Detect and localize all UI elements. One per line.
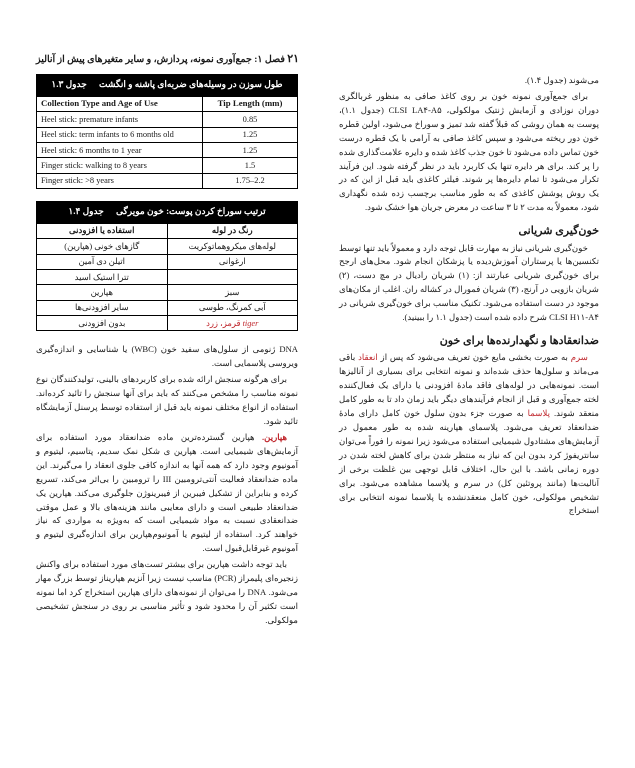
cell-tip-length: 0.85	[203, 112, 298, 127]
cell-additive: گازهای خونی (هپارین)	[37, 239, 168, 254]
page-number: ۲۱	[287, 53, 300, 65]
right-para-3-a: به صورت بخشی مایع خون تعریف می‌شود که پس از	[377, 352, 571, 363]
heparin-heading: هپارین.	[262, 431, 288, 442]
table-1-4-caption	[36, 201, 298, 223]
cell-collection-type: Heel stick: term infants to 6 months old	[37, 127, 203, 142]
cell-tube-color: لوله‌های میکروهماتوکریت	[167, 239, 298, 254]
col-header-tip-length: Tip Length (mm)	[203, 96, 298, 112]
cell-collection-type: Finger stick: walking to 8 years	[37, 158, 203, 173]
cell-tube-color	[167, 316, 298, 331]
cell-collection-type: Heel stick: 6 months to 1 year	[37, 143, 203, 158]
left-para-4: باید توجه داشت هپارین برای بیشتر تست‌های مورد استفاده برای واکنش زنجیره‌ای پلیمراز (PCR) مناسب نیست زیرا آنزیم هپاریناز توسط بزرگ مهار می‌شود. DNA را می‌توان از نمونه‌های دارای هپارین استخراج کرد اما نمونه است تکثیر آن را محدود شود و تأثیر مناسبی بر روی در سنجش تشخیصی مولکولی.	[36, 559, 299, 625]
cell-collection-type: Heel stick: premature infants	[37, 112, 203, 127]
table-1-4-caption-number: جدول ۱.۴	[68, 206, 104, 217]
tiger-watermark: tiger	[242, 318, 259, 328]
table-row	[37, 270, 298, 285]
right-para-3	[339, 351, 599, 518]
left-para-1: DNA ژنومی از سلول‌های سفید خون (WBC) یا شناسایی و اندازه‌گیری ویروسی پلاسمایی است.	[36, 344, 299, 369]
col-header-collection-type: Collection Type and Age of Use	[37, 96, 203, 112]
table-1-3	[36, 74, 298, 189]
table-row	[37, 300, 298, 315]
cell-tip-length: 1.75–2.2	[203, 173, 298, 188]
table-row	[37, 254, 298, 269]
serum-term: سرم	[570, 352, 588, 363]
cell-tip-length: 1.25	[203, 127, 298, 142]
table-1-4-caption-text: ترتیب سوراخ کردن پوست: خون مویرگی	[116, 206, 266, 217]
table-1-4-grid	[36, 223, 298, 332]
col-header-additive: استفاده یا افزودنی	[37, 223, 168, 239]
table-1-3-caption-text: طول سوزن در وسیله‌های ضربه‌ای پاشنه و انگشت	[99, 79, 283, 89]
col-header-tube-color: رنگ در لوله	[167, 223, 298, 239]
cell-additive: تترا استیک اسید	[37, 270, 168, 285]
table-1-4	[36, 201, 298, 331]
table-header-row	[37, 223, 298, 239]
cell-additive: سایر افزودنی‌ها	[37, 300, 168, 315]
section-heading-anticoagulants: ضدانعقادها و نگهدارنده‌ها برای خون	[439, 335, 599, 348]
cell-additive: اتیلن دی آمین	[37, 254, 168, 269]
cell-additive: بدون افزودنی	[37, 316, 168, 331]
table-row	[37, 127, 298, 142]
plasma-term: پلاسما	[527, 408, 550, 419]
table-1-3-caption	[36, 74, 298, 96]
left-para-2: برای هرگونه سنجش ارائه شده برای کاربردهای بالینی، تولیدکنندگان نوع نمونه مناسب را مشخص می‌کنند که باید برای آنها سنجش را تائید کرده‌اند. استفاده از انواع مختلف نمونه باید قبل از استفاده توسط پرسنل آزمایشگاه تائید شود.	[36, 374, 298, 427]
right-para-2: خون‌گیری شریانی نیاز به مهارت قابل توجه دارد و معمولاً باید تنها توسط تکنسین‌ها یا پرستاران آموزش‌دیده یا پزشکان انجام شود. محل‌های ارجح برای خون‌گیری شریانی عبارتند از: (۱) شریان رادیال در مچ دست، (۲) شریان بازویی در آرنج، (۳) شریان فمورال در کشاله ران. اغلب از مکان‌های موجود در دست استفاده می‌شود. تکنیک مناسب برای خون‌گیری شریانی در CLSI H۱۱-A۴ شرح داده شده است (جدول ۱.۱ را ببینید).	[339, 242, 600, 323]
table-row	[37, 112, 298, 127]
coagulation-term: انعقاد	[358, 352, 378, 363]
table-row	[37, 316, 298, 331]
right-para-0: می‌شوند (جدول ۱.۴).	[524, 75, 599, 85]
chapter-title: فصل ۱: جمع‌آوری نمونه، پردازش، و سایر متغیرهای پیش از آنالیز	[36, 55, 285, 65]
cell-tube-color: آبی کمرنگ، طوسی	[167, 300, 298, 315]
table-1-3-grid	[36, 96, 298, 190]
right-para-3-c: به صورت جزء بدون سلول خون کامل دارای مادۀ ضدانعقاد تعریف می‌شود. پلاسمای هپارینه شده به طور معمول در آزمایش‌های مشتادول شیمیایی استفاده می‌شود زیرا نمونه را فوراً می‌توان سانتریفوژ کرد بدون این که نیاز به منتظر شدن برای کاهش لخته شدن در دوره زمانی باشد. با این حال، اختلاف قابل توجهی بین غلظت برخی از آنالیت‌ها (مانند پروتئین کل) در سرم و پلاسما مشاهده می‌شود. برای تشخیص مولکولی، خون کامل منعقدنشده یا پلاسما نمونه انتخابی برای استخراج	[339, 408, 599, 516]
right-para-3-b: باقی می‌ماند و سلول‌ها حذف شده‌اند و نمونه انتخابی برای بسیاری از آنالیزها است. نمونه‌هایی در لوله‌های فاقد مادۀ افزودنی یا دارای یک فعال‌کننده لخته جمع‌آوری و قبل از انجام فرآیندهای دیگر باید زمان داد تا به طور کامل منعقد شوند.	[339, 352, 599, 419]
cell-tube-color: سبز	[167, 285, 298, 300]
table-row	[37, 158, 298, 173]
table-row	[37, 285, 298, 300]
cell-collection-type: Finger stick: >8 years	[37, 173, 203, 188]
section-heading-arterial: خون‌گیری شریانی	[518, 225, 599, 238]
right-column	[339, 74, 599, 520]
page-header	[36, 52, 599, 65]
table-1-3-caption-number: جدول ۱.۳	[51, 79, 87, 89]
table-row	[37, 173, 298, 188]
table-row	[37, 239, 298, 254]
cell-tube-color: ارغوانی	[167, 254, 298, 269]
right-para-1: برای جمع‌آوری نمونه خون بر روی کاغذ صافی به منظور غربالگری دوران نوزادی و آزمایش ژنتیک مولکولی، CLSI LA۴-A۵ (جدول ۱.۱)، پوست به همان روشی که قبلاً گفته شد تمیز و سوراخ می‌شود، اولین قطره خون دور ریخته می‌شود و سپس کاغذ صافی به آرامی با یک قطره درست خون تماس داده می‌شود تا خون جذب کاغذ شده و دایره علامت‌گذاری شده را پر کند. برای هر دایره تنها یک کاربرد باید در نظر گرفته شود. این فرآیند تکرار می‌شود تا تمام دایره‌ها پر شوند. فیلتر کاغذی باید قبل از این که در یک روش پوشش کاغذی که به طور مناسب برچسب زده شده نگهداری شود، معمولاً به مدت ۲ تا ۳ ساعت در معرض جریان هوا خشک شود.	[339, 90, 599, 213]
left-para-3	[36, 431, 298, 556]
cell-tip-length: 1.5	[203, 158, 298, 173]
left-column	[36, 74, 298, 630]
left-para-3-body: هپارین گسترده‌ترین ماده ضدانعقاد مورد استفاده برای آزمایش‌های شیمیایی است. هپارین ی شکل نمک سدیم، پتاسیم، لیتیوم و آمونیوم وجود دارد که همه آنها به اندازه کافی جلوی انعقاد را می‌گیرند. این ماده ضدانعقاد فعالیت آنتی‌ترومبین III را ترومبین را بی‌اثر می‌کند، تسریع کرده و بنابراین از تشکیل فیبرین از فیبرینوژن جلوگیری می‌کند. هپارین یک ضدانعقاد طبیعی است و دارای معایبی مانند هزینه‌های بالا و عمل موقتی ضدانعقادی نسبت به مواد شیمیایی است که به‌ویژه به مواردی که نیاز خواهند کرد. استفاده از لیتیوم یا آمونیوم‌هپارین برای اندازه‌گیری لیتیوم و آمونیوم غیرقابل‌قبول است.	[36, 431, 298, 554]
cell-tube-color	[167, 270, 298, 285]
cell-tube-color-text: قرمز، زرد	[206, 318, 241, 328]
table-row	[37, 143, 298, 158]
table-header-row	[37, 96, 298, 112]
cell-tip-length: 1.25	[203, 143, 298, 158]
cell-additive: هپارین	[37, 285, 168, 300]
